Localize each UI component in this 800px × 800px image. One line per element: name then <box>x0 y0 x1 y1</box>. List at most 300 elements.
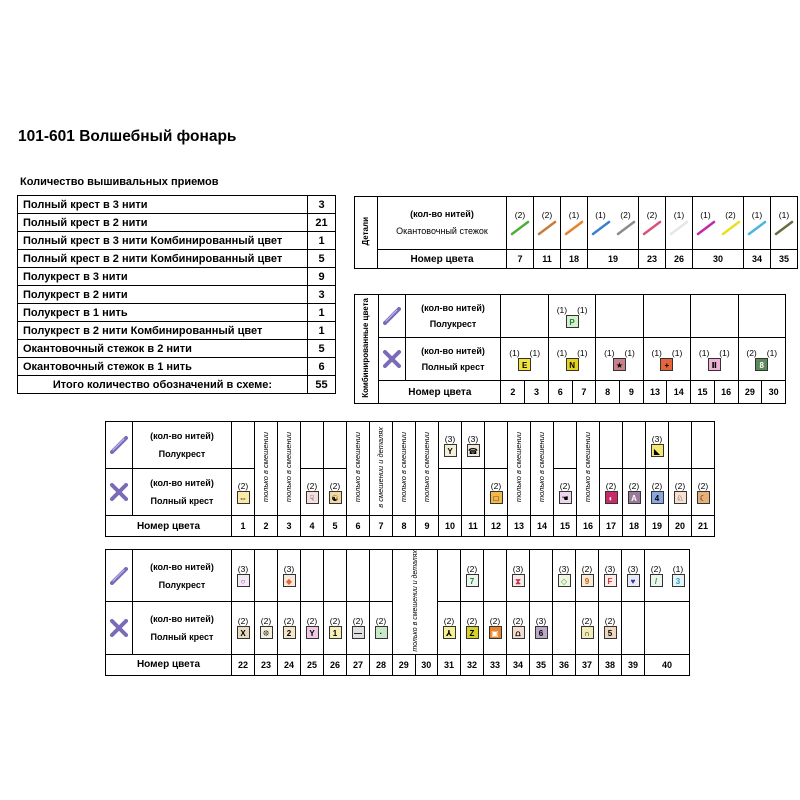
thread-count: (2) <box>375 616 387 627</box>
thread-count: (1) <box>673 210 685 220</box>
half-stitch-icon-cell <box>106 550 133 602</box>
full-symbol-item <box>255 616 277 639</box>
thread-count: (1) <box>651 347 662 358</box>
symbol-swatch: ☾ <box>697 491 710 504</box>
full-symbol-cell <box>623 469 646 516</box>
symbol-swatch: 7 <box>466 574 479 587</box>
symbol-swatch: ◐ <box>605 491 618 504</box>
summary-value: 9 <box>308 268 336 286</box>
thread-count: (1) <box>577 304 588 315</box>
details-color-cell <box>744 197 771 250</box>
summary-table <box>17 195 336 394</box>
color-number: 7 <box>572 381 596 404</box>
summary-label: Полный крест в 2 нити <box>18 214 308 232</box>
backstitch-line-icon <box>564 220 584 236</box>
half-stitch-icon <box>110 436 128 454</box>
full-symbol-cell <box>600 469 623 516</box>
color-number: 40 <box>645 654 690 675</box>
thread-count: (2) <box>541 210 553 220</box>
full-symbol-item <box>623 481 645 504</box>
combo-full-labels <box>405 338 501 381</box>
symbol-swatch: □ <box>490 491 503 504</box>
details-thread-item <box>564 210 584 236</box>
color-number: 26 <box>324 654 347 675</box>
summary-value: 5 <box>308 340 336 358</box>
details-color-group <box>744 210 770 236</box>
thread-count: (3) <box>627 564 639 575</box>
combo-row-full <box>355 338 786 381</box>
combo-half-labels <box>405 295 501 338</box>
summary-value: 1 <box>308 232 336 250</box>
details-thread-item <box>510 210 530 236</box>
symbol-swatch: P <box>566 315 579 328</box>
half-symbol-item <box>622 564 644 587</box>
thread-count-pair <box>557 305 588 315</box>
color-number: 24 <box>278 654 301 675</box>
summary-label: Окантовочный стежок в 2 нити <box>18 340 308 358</box>
thread-count: (2) <box>628 480 640 491</box>
full-stitch-label: Полный крест <box>150 496 214 506</box>
mix-note: только в смешении <box>261 432 271 503</box>
palette-row-numbers <box>106 654 690 675</box>
color-number: 16 <box>577 516 600 537</box>
symbol-swatch: Ⅱ <box>708 358 721 371</box>
mix-note: только в смешении <box>583 432 593 503</box>
half-symbol-item <box>439 434 461 457</box>
symbol-swatch: X <box>237 626 250 639</box>
thread-count: (3) <box>512 564 524 575</box>
thread-count: (1) <box>556 347 568 358</box>
thread-count: (1) <box>671 347 683 358</box>
details-table <box>354 196 798 269</box>
half-symbol-item <box>278 564 300 587</box>
mix-only-cell <box>255 422 278 516</box>
symbol-swatch: N <box>566 358 579 371</box>
color-number: 3 <box>525 381 549 404</box>
half-symbol-item <box>507 564 529 587</box>
thread-count: (3) <box>651 433 663 444</box>
mix-only-cell <box>577 422 600 516</box>
details-color-group <box>588 210 638 236</box>
color-number: 11 <box>534 250 561 269</box>
combo-half-cell <box>643 295 690 338</box>
thread-count: (2) <box>466 616 478 627</box>
half-stitch-icon <box>383 307 401 325</box>
summary-total-value: 55 <box>308 376 336 394</box>
thread-count: (2) <box>605 480 617 491</box>
full-symbol-cell <box>530 602 553 654</box>
symbol-swatch: F <box>604 574 617 587</box>
symbol-swatch: ▣ <box>489 626 502 639</box>
backstitch-line-icon <box>669 220 689 236</box>
summary-label: Полный крест в 2 нити Комбинированный цвет <box>18 250 308 268</box>
palette-table-2 <box>105 549 690 676</box>
symbol-swatch: 9 <box>581 574 594 587</box>
combined-colors-table <box>354 294 786 404</box>
half-symbol-cell <box>439 422 462 469</box>
combo-full-group <box>596 348 642 371</box>
full-symbol-item <box>484 616 506 639</box>
backstitch-line-icon <box>591 220 611 236</box>
symbol-swatch: Y <box>306 626 319 639</box>
color-number: 35 <box>771 250 798 269</box>
thread-count: (1) <box>624 347 635 358</box>
thread-count: (1) <box>529 347 541 358</box>
color-number: 28 <box>370 654 393 675</box>
full-symbol-item <box>324 481 346 504</box>
symbol-swatch: ⇔ <box>237 491 250 504</box>
color-number: 15 <box>691 381 715 404</box>
mix-only-cell <box>278 422 301 516</box>
color-number: 6 <box>548 381 572 404</box>
symbol-swatch: 6 <box>535 626 548 639</box>
color-number: 2 <box>255 516 278 537</box>
full-symbol-cell <box>232 602 255 654</box>
summary-row <box>18 340 336 358</box>
thread-count: (1) <box>577 347 588 358</box>
color-number: 36 <box>553 654 576 675</box>
full-symbol-item <box>692 481 714 504</box>
color-number: 2 <box>501 381 525 404</box>
color-number: 33 <box>484 654 507 675</box>
full-symbol-cell <box>692 469 715 516</box>
details-color-group <box>666 210 692 236</box>
symbol-swatch: ❊ <box>260 626 273 639</box>
thread-count: (3) <box>283 564 295 575</box>
thread-count: (2) <box>329 480 341 491</box>
combo-number-label: Номер цвета <box>379 381 501 404</box>
threads-label: (кол-во нитей) <box>150 561 214 572</box>
thread-count: (2) <box>697 480 709 491</box>
details-color-group <box>534 210 560 236</box>
thread-count: (3) <box>444 433 456 444</box>
details-color-group <box>771 210 797 236</box>
thread-count-pair <box>652 348 683 358</box>
backstitch-label: Окантовочный стежок <box>396 226 488 236</box>
thread-count: (1) <box>672 564 684 575</box>
thread-count: (1) <box>778 210 790 220</box>
half-symbol-cell <box>438 550 461 602</box>
color-number: 7 <box>370 516 393 537</box>
threads-label: (кол-во нитей) <box>421 302 485 313</box>
symbol-swatch: ⩍ <box>512 626 525 639</box>
thread-count-pair <box>604 348 635 358</box>
thread-count: (3) <box>467 433 479 444</box>
thread-count: (1) <box>509 347 520 358</box>
palette-half-labels <box>133 422 232 469</box>
mix-note: в смешении и деталях <box>376 427 386 508</box>
color-number: 9 <box>619 381 643 404</box>
mix-note: только в смешении <box>537 432 547 503</box>
symbol-swatch: 3 <box>672 574 685 587</box>
half-stitch-icon-cell <box>379 295 405 338</box>
full-symbol-item <box>370 616 392 639</box>
details-color-cell <box>534 197 561 250</box>
mix-detail-cell <box>393 550 438 655</box>
color-number: 26 <box>666 250 693 269</box>
combo-full-cell <box>596 338 643 381</box>
section-subtitle: Количество вышивальных приемов <box>20 176 219 188</box>
half-symbol-pair <box>645 564 689 587</box>
palette-row-numbers <box>106 516 715 537</box>
palette-full-labels <box>133 602 232 654</box>
combo-half-cell <box>738 295 786 338</box>
full-symbol-cell <box>461 602 484 654</box>
combo-full-group <box>549 348 595 371</box>
full-symbol-cell <box>554 469 577 516</box>
half-symbol-item <box>232 564 254 587</box>
details-row-threads <box>355 197 798 250</box>
palette-row-half <box>106 550 690 602</box>
half-symbol-cell <box>554 422 577 469</box>
full-symbol-cell <box>599 602 622 654</box>
color-number: 4 <box>301 516 324 537</box>
mix-note: только в смешении <box>353 432 363 503</box>
summary-row <box>18 322 336 340</box>
half-symbol-cell <box>623 422 646 469</box>
color-number: 34 <box>744 250 771 269</box>
symbol-swatch: Y <box>444 444 457 457</box>
thread-count: (2) <box>651 480 663 491</box>
mix-note: только в смешении и деталях <box>411 550 419 652</box>
details-thread-item <box>696 210 716 236</box>
thread-count: (2) <box>559 480 571 491</box>
combo-full-cell <box>548 338 595 381</box>
symbol-swatch: ◇ <box>558 574 571 587</box>
color-number: 13 <box>643 381 667 404</box>
thread-count: (2) <box>514 210 526 220</box>
half-symbol-cell <box>301 422 324 469</box>
backstitch-line-icon <box>774 220 794 236</box>
symbol-swatch: 1 <box>329 626 342 639</box>
mix-only-cell <box>531 422 554 516</box>
color-number: 29 <box>393 654 416 675</box>
full-symbol-item <box>485 481 507 504</box>
full-symbol-item <box>554 481 576 504</box>
thread-count: (3) <box>558 564 570 575</box>
full-symbol-cell <box>439 469 462 516</box>
thread-count: (2) <box>237 616 249 627</box>
color-number: 30 <box>693 250 744 269</box>
color-number: 37 <box>576 654 599 675</box>
thread-count: (2) <box>581 616 593 627</box>
combo-half-group <box>549 305 595 328</box>
combo-full-group <box>691 348 737 371</box>
backstitch-line-icon <box>537 220 557 236</box>
cross-stitch-icon-cell <box>106 469 133 516</box>
combo-half-cell <box>501 295 548 338</box>
threads-label: (кол-во нитей) <box>150 478 214 488</box>
thread-count: (2) <box>260 616 272 627</box>
symbol-swatch: ◣ <box>651 444 664 457</box>
thread-count: (1) <box>595 210 606 220</box>
full-symbol-cell <box>278 602 301 654</box>
color-number: 18 <box>561 250 588 269</box>
full-symbol-cell <box>645 602 690 654</box>
full-symbol-cell <box>669 469 692 516</box>
symbol-swatch: ♥ <box>627 574 640 587</box>
threads-label: (кол-во нитей) <box>150 613 214 624</box>
full-symbol-cell <box>255 602 278 654</box>
palette-number-label: Номер цвета <box>106 516 232 537</box>
half-symbol-item <box>462 434 484 457</box>
symbol-swatch: ♘ <box>674 491 687 504</box>
details-thread-item <box>616 210 636 236</box>
half-stitch-label: Полукрест <box>158 449 206 459</box>
combo-row-half <box>355 295 786 338</box>
color-number: 17 <box>600 516 623 537</box>
thread-count: (2) <box>237 480 249 491</box>
color-number: 14 <box>667 381 691 404</box>
full-symbol-cell <box>301 469 324 516</box>
full-symbol-item <box>232 481 254 504</box>
details-color-cell <box>771 197 798 250</box>
summary-row <box>18 268 336 286</box>
mix-only-cell <box>347 422 370 516</box>
mix-note: только в смешении <box>399 432 409 503</box>
full-symbol-cell <box>485 469 508 516</box>
mix-note: только в смешении <box>284 432 294 503</box>
summary-value: 3 <box>308 196 336 214</box>
thread-count: (1) <box>556 304 568 315</box>
cross-stitch-icon <box>383 350 401 368</box>
symbol-swatch: ∩ <box>581 626 594 639</box>
cross-stitch-icon-cell <box>106 602 133 654</box>
details-number-label: Номер цвета <box>378 250 507 269</box>
combo-full-group <box>501 348 547 371</box>
thread-count: (2) <box>306 480 318 491</box>
backstitch-line-icon <box>616 220 636 236</box>
color-number: 19 <box>588 250 639 269</box>
full-symbol-item <box>438 616 460 639</box>
combo-side-label <box>355 295 379 404</box>
thread-count: (2) <box>352 616 364 627</box>
thread-count: (2) <box>329 616 341 627</box>
backstitch-line-icon <box>747 220 767 236</box>
thread-count-pair <box>509 348 540 358</box>
full-symbol-cell <box>553 602 576 654</box>
full-symbol-cell <box>324 602 347 654</box>
color-number: 5 <box>324 516 347 537</box>
half-symbol-cell <box>692 422 715 469</box>
full-symbol-item <box>278 616 300 639</box>
threads-label: (кол-во нитей) <box>421 345 485 356</box>
thread-count: (2) <box>674 480 686 491</box>
symbol-swatch: · <box>375 626 388 639</box>
color-number: 35 <box>530 654 553 675</box>
half-symbol-cell <box>669 422 692 469</box>
color-number: 16 <box>714 381 738 404</box>
full-symbol-item <box>301 481 323 504</box>
symbol-swatch: ☎ <box>467 444 480 457</box>
thread-count: (1) <box>698 347 710 358</box>
combo-full-group <box>739 348 786 371</box>
color-number: 34 <box>507 654 530 675</box>
symbol-swatch: ☚ <box>559 491 572 504</box>
half-symbol-cell <box>576 550 599 602</box>
half-symbol-item <box>576 564 598 587</box>
color-number: 20 <box>669 516 692 537</box>
half-symbol-cell <box>553 550 576 602</box>
backstitch-line-icon <box>510 220 530 236</box>
half-symbol-item <box>650 564 663 587</box>
symbol-swatch: ☯ <box>329 491 342 504</box>
half-symbol-item <box>646 434 668 457</box>
details-color-cell <box>588 197 639 250</box>
details-side-label <box>355 197 378 269</box>
symbol-swatch: Z <box>466 626 479 639</box>
thread-count: (3) <box>535 616 547 627</box>
details-thread-item <box>642 210 662 236</box>
details-thread-item <box>669 210 689 236</box>
symbol-swatch: A <box>628 491 641 504</box>
color-number: 31 <box>438 654 461 675</box>
summary-row <box>18 286 336 304</box>
half-symbol-item <box>672 564 685 587</box>
half-symbol-cell <box>599 550 622 602</box>
half-symbol-cell <box>370 550 393 602</box>
details-thread-item <box>774 210 794 236</box>
summary-value: 6 <box>308 358 336 376</box>
symbol-swatch: — <box>352 626 365 639</box>
details-color-cell <box>561 197 588 250</box>
mix-only-cell <box>416 422 439 516</box>
symbol-swatch: / <box>650 574 663 587</box>
symbol-swatch: E <box>518 358 531 371</box>
details-row-numbers <box>355 250 798 269</box>
symbol-swatch: ○ <box>237 574 250 587</box>
full-symbol-item <box>669 481 691 504</box>
palette-full-labels <box>133 469 232 516</box>
color-number: 8 <box>596 381 620 404</box>
half-stitch-icon-cell <box>106 422 133 469</box>
full-symbol-item <box>324 616 346 639</box>
full-symbol-cell <box>301 602 324 654</box>
half-symbol-cell <box>324 422 347 469</box>
details-thread-item <box>537 210 557 236</box>
symbol-swatch: ◆ <box>283 574 296 587</box>
thread-count: (3) <box>604 564 616 575</box>
palette-half-labels <box>133 550 232 602</box>
full-symbol-cell <box>462 469 485 516</box>
color-number: 11 <box>462 516 485 537</box>
summary-label: Окантовочный стежок в 1 нить <box>18 358 308 376</box>
summary-row <box>18 250 336 268</box>
details-thread-item <box>591 210 611 236</box>
color-number: 3 <box>278 516 301 537</box>
color-number: 21 <box>692 516 715 537</box>
color-number: 13 <box>508 516 531 537</box>
details-color-group <box>561 210 587 236</box>
thread-count: (1) <box>751 210 763 220</box>
color-number: 30 <box>762 381 786 404</box>
half-symbol-cell <box>232 550 255 602</box>
color-number: 7 <box>507 250 534 269</box>
color-number: 23 <box>639 250 666 269</box>
details-color-cell <box>507 197 534 250</box>
color-number: 32 <box>461 654 484 675</box>
mix-only-cell <box>370 422 393 516</box>
combo-half-cell <box>548 295 595 338</box>
full-symbol-cell <box>507 602 530 654</box>
half-symbol-cell <box>347 550 370 602</box>
thread-count: (1) <box>719 347 730 358</box>
details-color-cell <box>639 197 666 250</box>
thread-count: (1) <box>568 210 580 220</box>
summary-value: 1 <box>308 304 336 322</box>
half-symbol-cell <box>484 550 507 602</box>
thread-count: (2) <box>646 210 658 220</box>
